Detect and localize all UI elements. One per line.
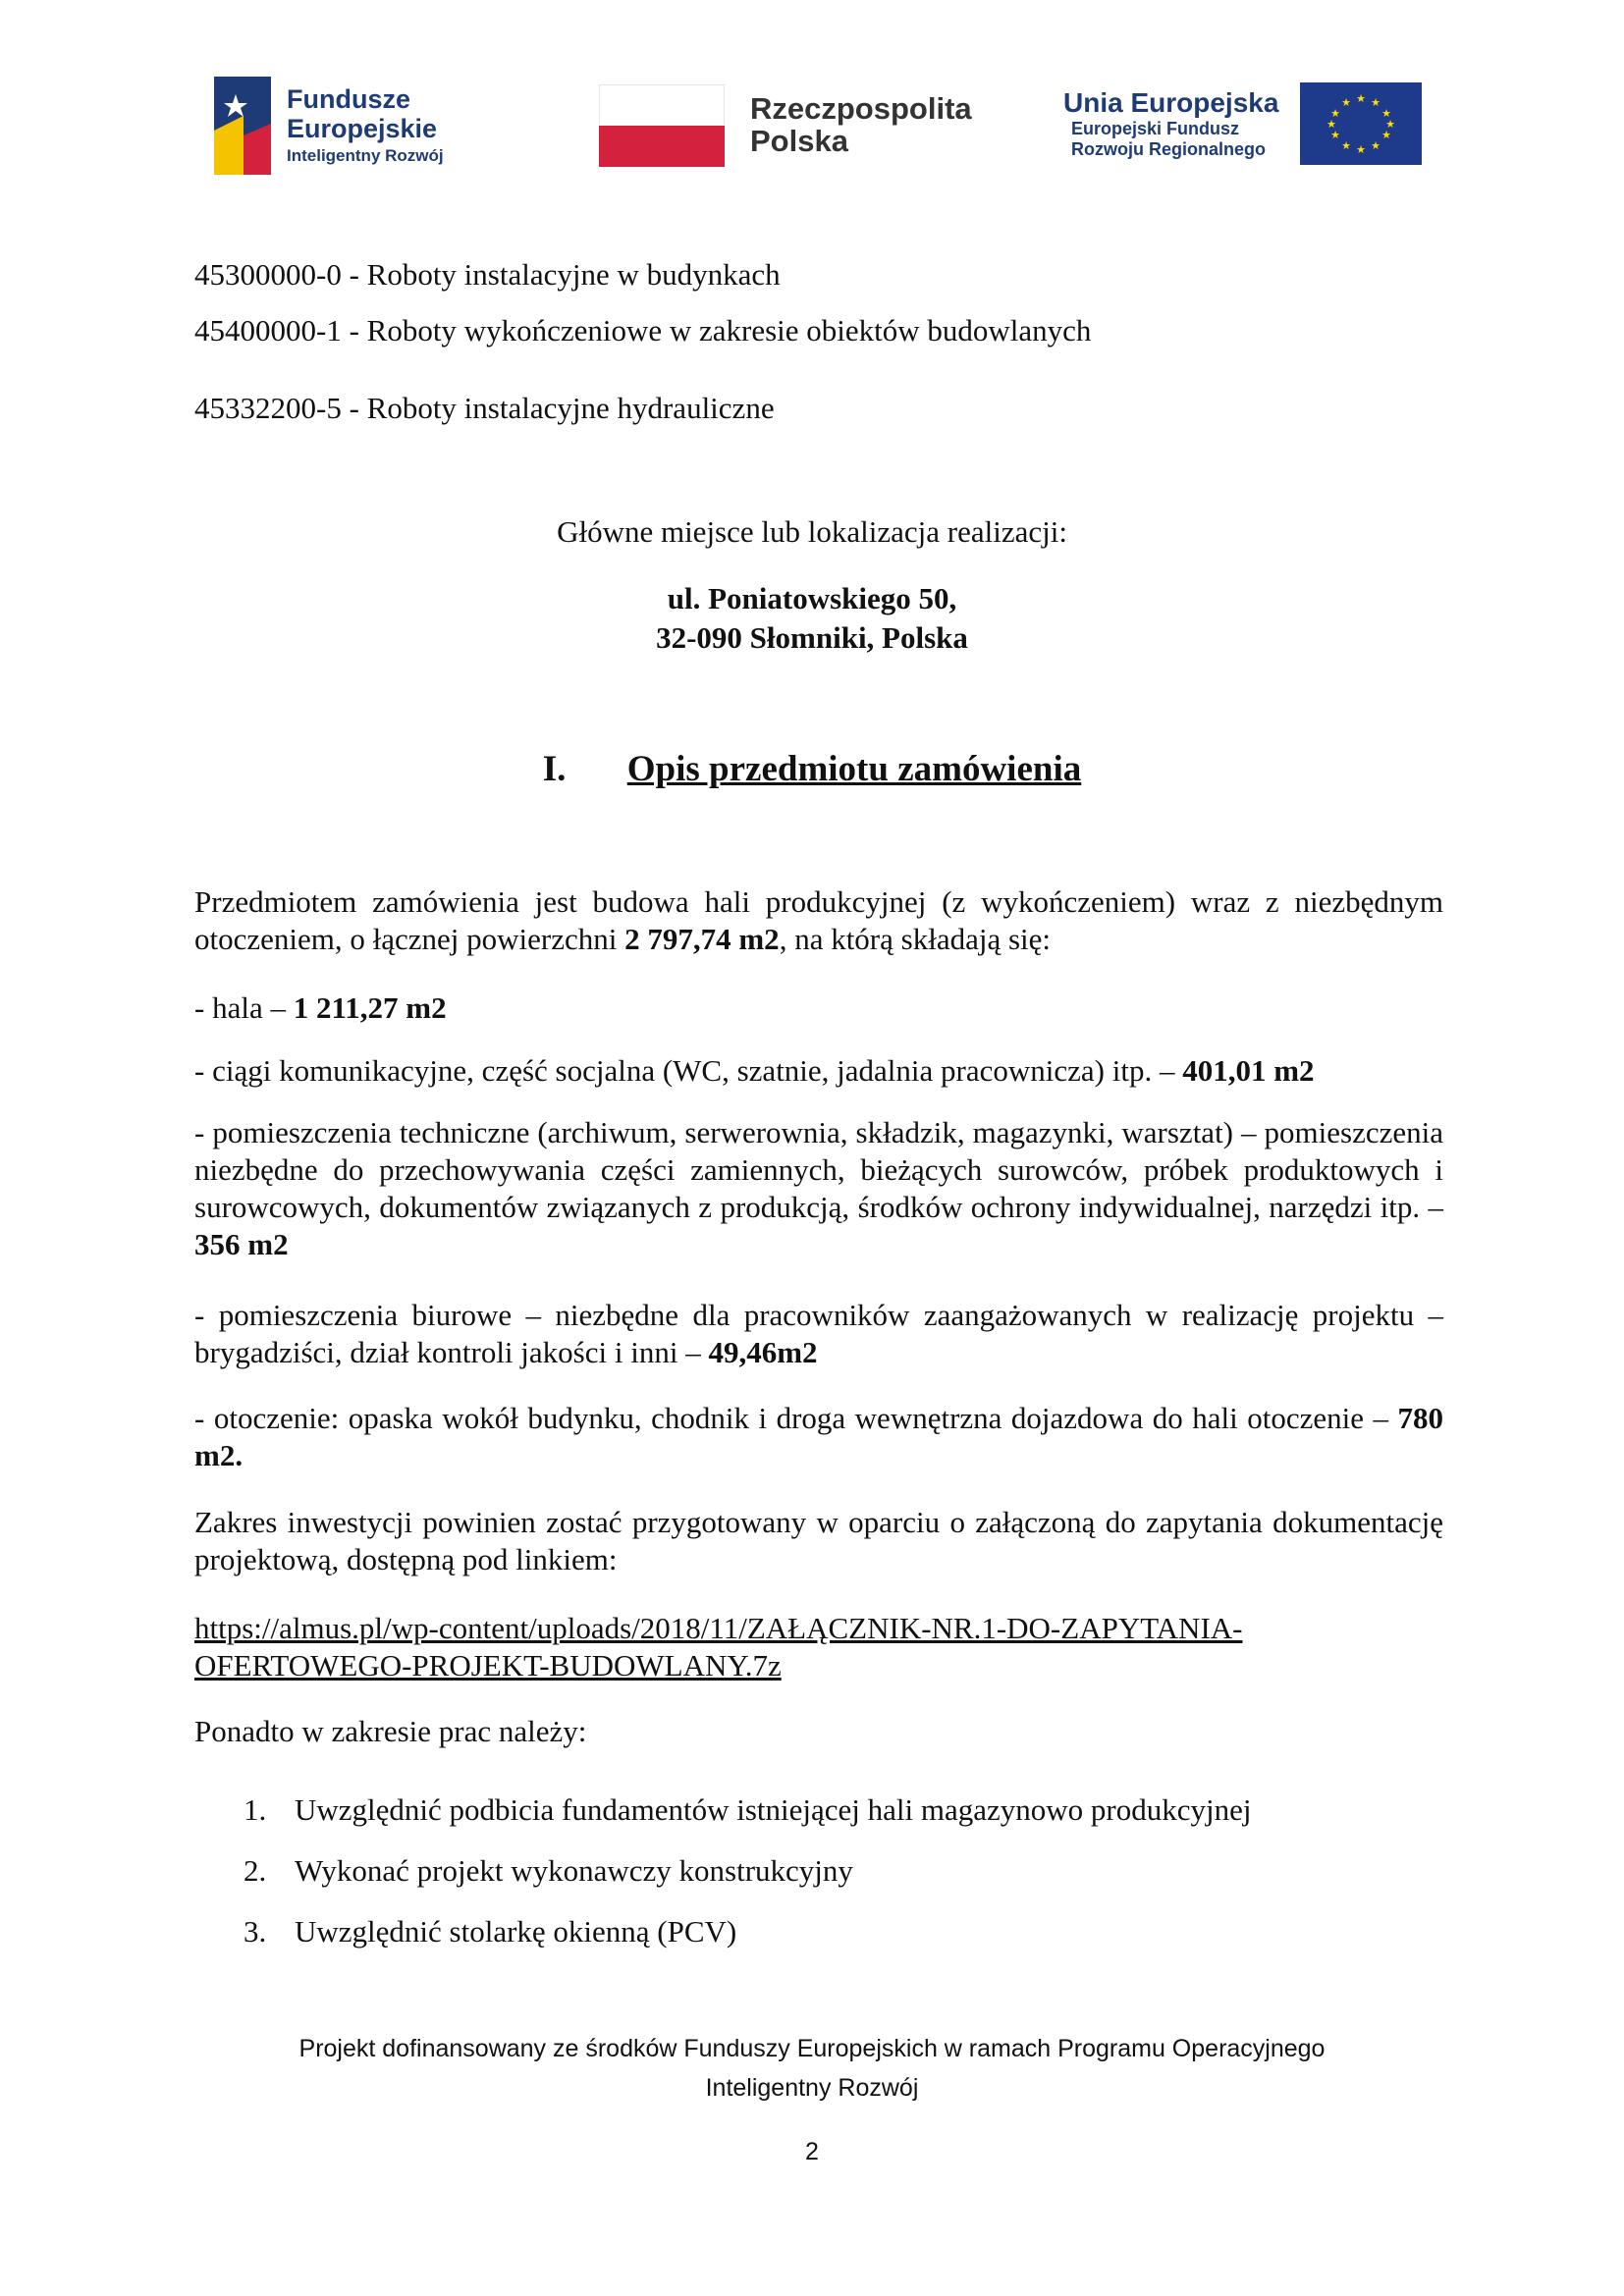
svg-text:★: ★: [1385, 118, 1396, 131]
rzeczpospolita-polska-logo: [599, 84, 972, 167]
ue-line2: Europejski Fundusz: [1071, 119, 1240, 139]
zakres-paragraph: Zakres inwestycji powinien zostać przygotowany w oparciu o załączoną do zapytania dokumentację projektową, dostępną pod linkiem:: [194, 1505, 1443, 1576]
section-title: Opis przedmiotu zamówienia: [626, 749, 1082, 789]
intro-paragraph: [194, 883, 1443, 958]
list-item-3-number: 3.: [244, 1914, 267, 1949]
ponadto-text: Ponadto w zakresie prac należy:: [194, 1714, 587, 1748]
item-hala-value: 1 211,27 m2: [293, 990, 447, 1025]
item-ciagi: [194, 1052, 1443, 1090]
list-item-3: [244, 1914, 736, 1949]
svg-text:★: ★: [1326, 118, 1337, 131]
item-otoczenie-value: 780 m2.: [194, 1401, 1443, 1472]
fe-line2: Europejskie: [287, 113, 438, 143]
item-biurowe-text: - pomieszczenia biurowe – niezbędne dla pracowników zaangażowanych w realizację projektu – brygadziści, dział kontroli jakości i inni –: [194, 1298, 1443, 1369]
ue-logo-text: [1063, 87, 1278, 160]
item-ciagi-value: 401,01 m2: [1182, 1053, 1315, 1088]
location-street: ul. Poniatowskiego 50,: [667, 581, 957, 615]
project-link[interactable]: [194, 1611, 1242, 1682]
list-item-2-number: 2.: [244, 1853, 267, 1888]
item-techniczne-text: - pomieszczenia techniczne (archiwum, serwerownia, składzik, magazynki, warsztat) – pomieszczenia niezbędne do przechowywania części zamiennych, bieżących surowców, próbek produktowych i surowcowych, dokumentów związanych z produkcją, środków ochrony indywidualnej, narzędzi itp. –: [194, 1115, 1443, 1224]
fe-flag-icon: [214, 77, 271, 175]
page-number: 2: [805, 2138, 819, 2165]
item-hala: [194, 989, 1443, 1027]
item-otoczenie-text: - otoczenie: opaska wokół budynku, chodnik i droga wewnętrzna dojazdowa do hali otoczenie –: [194, 1401, 1398, 1435]
list-item-2: [244, 1853, 853, 1889]
fe-line1: Fundusze: [287, 83, 410, 114]
item-techniczne-value: 356 m2: [194, 1227, 289, 1261]
list-item-1: [244, 1792, 1251, 1828]
rp-logo-text: [750, 93, 972, 157]
footer-line-1: Projekt dofinansowany ze środków Funduszy Europejskich w ramach Programu Operacyjnego: [298, 2035, 1326, 2062]
svg-text:★: ★: [1381, 129, 1392, 141]
cpv-line-2: 45400000-1 - Roboty wykończeniowe w zakresie obiektów budowlanych: [194, 313, 1092, 347]
svg-text:★: ★: [1371, 139, 1381, 152]
svg-text:★: ★: [1341, 96, 1352, 109]
ue-line1: Unia Europejska: [1063, 87, 1279, 119]
list-item-2-text: Wykonać projekt wykonawczy konstrukcyjny: [295, 1853, 853, 1888]
item-hala-text: - hala –: [194, 990, 294, 1025]
project-link-line2: OFERTOWEGO-PROJEKT-BUDOWLANY.7z: [194, 1648, 782, 1682]
cpv-line-3: 45332200-5 - Roboty instalacyjne hydrauliczne: [194, 391, 775, 425]
item-biurowe: [194, 1297, 1443, 1371]
item-biurowe-value: 49,46m2: [708, 1335, 818, 1369]
footer: [0, 2029, 1624, 2108]
svg-text:★: ★: [1356, 92, 1367, 105]
item-otoczenie: [194, 1400, 1443, 1474]
project-link-block: [194, 1610, 1443, 1684]
ue-line3: Rozwoju Regionalnego: [1071, 139, 1266, 160]
svg-text:★: ★: [1371, 96, 1381, 109]
footer-line-2: Inteligentny Rozwój: [705, 2074, 919, 2102]
list-item-1-number: 1.: [244, 1792, 267, 1827]
logo-bar: [0, 77, 1624, 175]
svg-text:★: ★: [1330, 129, 1341, 141]
rp-line2: Polska: [750, 124, 848, 158]
item-techniczne: [194, 1114, 1443, 1263]
svg-text:★: ★: [1341, 139, 1352, 152]
location-city: 32-090 Słomniki, Polska: [656, 620, 968, 655]
project-link-line1: https://almus.pl/wp-content/uploads/2018/11/ZAŁĄCZNIK-NR.1-DO-ZAPYTANIA-: [194, 1611, 1243, 1645]
svg-text:★: ★: [1381, 107, 1392, 120]
location-label: Główne miejsce lub lokalizacja realizacji:: [557, 514, 1067, 549]
rp-line1: Rzeczpospolita: [750, 91, 972, 127]
fe-line3: Inteligentny Rozwój: [287, 146, 444, 166]
list-item-3-text: Uwzględnić stolarkę okienną (PCV): [295, 1914, 737, 1949]
fe-logo-text: [287, 85, 444, 166]
item-ciagi-text: - ciągi komunikacyjne, część socjalna (WC, szatnie, jadalnia pracownicza) itp. –: [194, 1053, 1183, 1088]
unia-europejska-logo: [1063, 82, 1422, 165]
cpv-line-1: 45300000-0 - Roboty instalacyjne w budynkach: [194, 257, 781, 292]
intro-text-2: , na którą składają się:: [779, 922, 1052, 956]
section-number: I.: [542, 749, 567, 789]
polish-flag-icon: [599, 84, 725, 167]
svg-text:★: ★: [1356, 143, 1367, 156]
intro-area: 2 797,74 m2: [624, 922, 780, 956]
list-item-1-text: Uwzględnić podbicia fundamentów istniejącej hali magazynowo produkcyjnej: [295, 1792, 1252, 1827]
intro-text-1: Przedmiotem zamówienia jest budowa hali produkcyjnej (z wykończeniem) wraz z niezbędnym otoczeniem, o łącznej powierzchni: [194, 884, 1443, 956]
section-heading: [0, 748, 1624, 790]
svg-text:★: ★: [1330, 107, 1341, 120]
fundusze-europejskie-logo: [214, 77, 444, 175]
eu-flag-icon: [1300, 82, 1422, 165]
